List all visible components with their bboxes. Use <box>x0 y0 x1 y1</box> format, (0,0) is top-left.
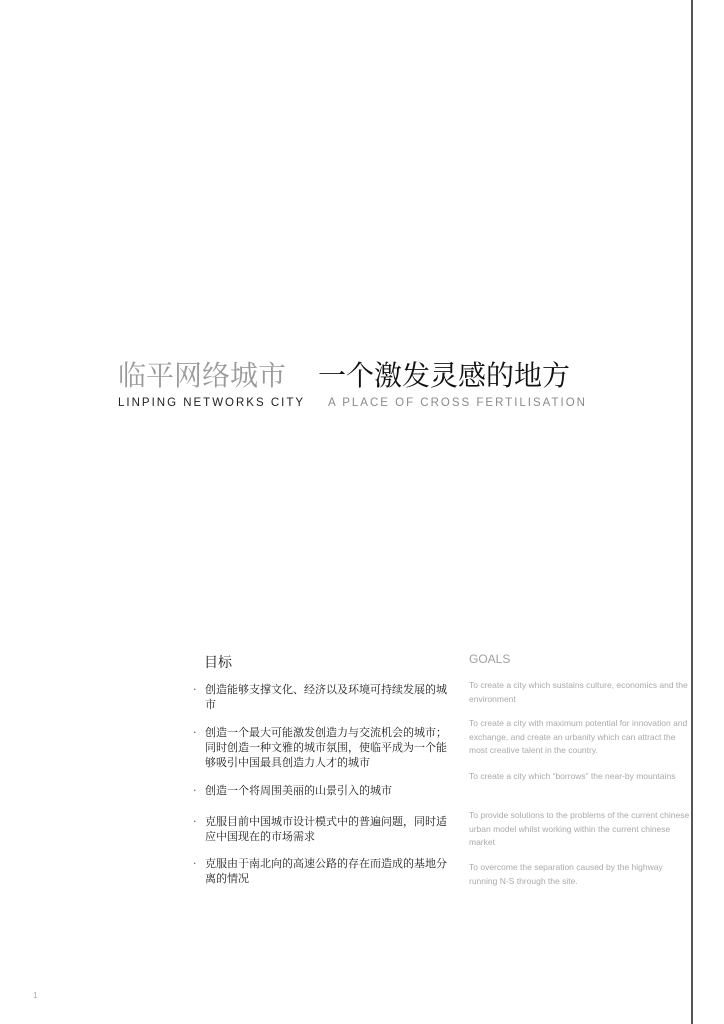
bullet-dot: · <box>193 726 197 739</box>
goal-item-english-5: To overcome the separation caused by the highway running N-S through the site. <box>469 862 663 886</box>
goal-item-chinese-3 <box>193 783 455 798</box>
goal-item-english-4: To provide solutions to the problems of the current chinese urban model whilst working within the current chinese market <box>469 810 690 847</box>
goal-text-chinese: 克服由于南北向的高速公路的存在而造成的基地分离的情况 <box>205 857 447 885</box>
title-english-subtitle: A PLACE OF CROSS FERTILISATION <box>328 397 587 409</box>
page-number: 1 <box>33 991 38 1000</box>
goals-heading-english: GOALS <box>469 652 511 666</box>
goal-item-chinese-5 <box>193 856 455 886</box>
title-english-place-name: LINPING NETWORKS CITY <box>118 397 306 409</box>
goal-item-chinese-4 <box>193 814 455 844</box>
bullet-dot: · <box>193 683 197 696</box>
goal-text-chinese: 克服目前中国城市设计模式中的普遍问题，同时适应中国现在的市场需求 <box>205 815 447 843</box>
goal-text-chinese: 创造一个将周围美丽的山景引入的城市 <box>205 784 392 797</box>
goal-item-english-3: To create a city which “borrows” the near-by mountains <box>469 771 676 781</box>
bullet-dot: · <box>193 857 197 870</box>
goal-text-chinese: 创造一个最大可能激发创造力与交流机会的城市；同时创造一种文雅的城市氛围，使临平成为一个能够吸引中国最具创造力人才的城市 <box>205 726 447 769</box>
goal-item-chinese-1 <box>193 682 455 712</box>
title-chinese-place-name: 临平网络城市 <box>118 359 287 392</box>
goals-heading-chinese: 目标 <box>204 655 232 671</box>
title-chinese-subtitle: 一个激发灵感的地方 <box>318 359 571 392</box>
goal-item-english-2: To create a city with maximum potential for innovation and exchange, and create an urbanity which can attract the most creative talent in the country. <box>469 718 688 755</box>
bullet-dot: · <box>193 815 197 828</box>
bullet-dot: · <box>193 784 197 797</box>
goal-item-english-1: To create a city which sustains culture, economics and the environment <box>469 680 688 704</box>
goal-item-chinese-2 <box>193 725 455 770</box>
goal-text-chinese: 创造能够支撑文化、经济以及环境可持续发展的城市 <box>205 683 447 711</box>
right-page-rule <box>691 0 693 1024</box>
